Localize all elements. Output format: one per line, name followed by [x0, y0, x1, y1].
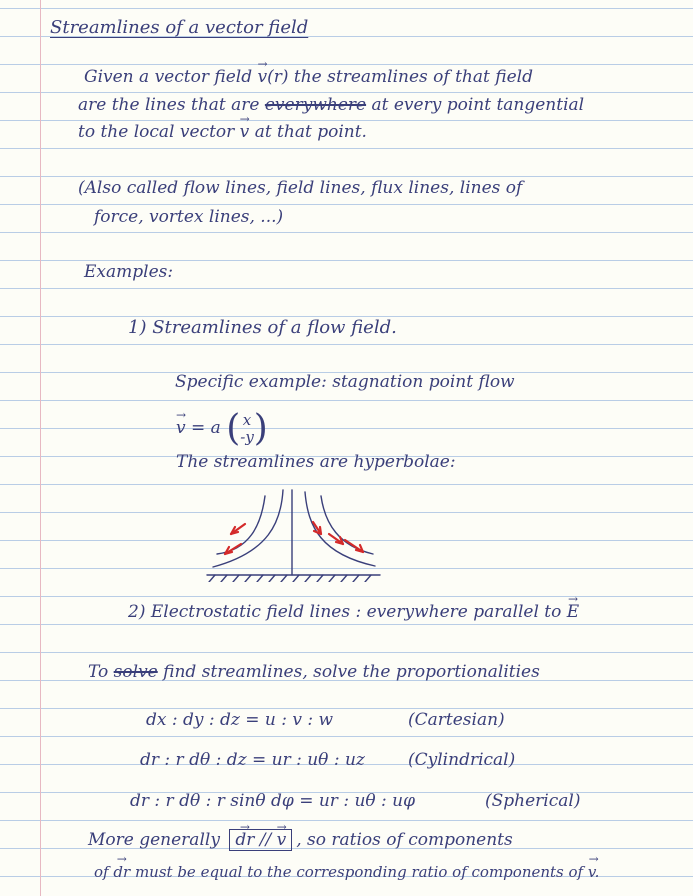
vector-v: → v: [257, 67, 267, 87]
method-line: [88, 662, 540, 682]
vector-y-component: -y: [240, 427, 254, 446]
example-1-heading: 1) Streamlines of a flow field.: [128, 317, 397, 338]
general-text: , so ratios of components: [296, 830, 513, 850]
margin-line: [40, 0, 41, 896]
vector-v: → v: [277, 830, 287, 850]
velocity-equation: [176, 408, 268, 448]
method-text: find streamlines, solve the proportionalities: [163, 662, 540, 682]
general-line-1: [88, 830, 513, 850]
label-cartesian: (Cartesian): [408, 710, 505, 730]
definition-text: at that point.: [254, 122, 367, 142]
red-arrow-icon: [231, 524, 245, 534]
red-arrow-icon: [329, 534, 343, 544]
parallel-condition-box: [229, 829, 292, 851]
definition-line-3: [78, 122, 367, 142]
left-paren: (: [226, 407, 241, 449]
definition-line-1: [84, 67, 533, 87]
hyperbolae-note: The streamlines are hyperbolae:: [176, 452, 456, 472]
equation-cylindrical: dr : r dθ : dz = ur : uθ : uz: [140, 750, 365, 770]
example-2-text: 2) Electrostatic field lines : everywhere parallel to: [128, 602, 562, 622]
wall-hatching: [209, 575, 371, 582]
vector-dr: → dr: [235, 830, 254, 850]
equation-text: = a: [185, 418, 221, 438]
label-cylindrical: (Cylindrical): [408, 750, 516, 770]
parallel-symbol: //: [254, 830, 277, 850]
general-text: must be equal to the corresponding ratio of components of: [134, 863, 584, 881]
equation-spherical: dr : r dθ : r sinθ dφ = ur : uθ : uφ: [130, 791, 416, 811]
streamline-left-inner: [213, 490, 283, 567]
equation-cartesian: dx : dy : dz = u : v : w: [146, 710, 334, 730]
example-1-specific: Specific example: stagnation point flow: [175, 372, 515, 392]
streamline-right-inner: [305, 492, 375, 566]
examples-label: Examples:: [84, 262, 174, 282]
page-title: Streamlines of a vector field: [50, 17, 309, 38]
stagnation-flow-sketch: [195, 482, 395, 582]
definition-text: Given a vector field: [84, 67, 253, 87]
definition-text: at every point tangential: [371, 95, 585, 115]
red-arrow-icon: [345, 540, 363, 552]
definition-line-2: [78, 95, 584, 115]
vector-x-component: x: [242, 410, 252, 429]
definition-text: to the local vector: [78, 122, 235, 142]
vector-v: → v: [176, 408, 186, 448]
general-line-2: [94, 862, 599, 882]
vector-E: → E: [567, 602, 579, 622]
vector-argument: (r): [267, 67, 289, 87]
struck-word: solve: [113, 662, 158, 682]
label-spherical: (Spherical): [485, 791, 581, 811]
general-text: of: [94, 863, 109, 881]
aka-line-2: force, vortex lines, ...): [94, 207, 284, 227]
column-vector: [240, 412, 254, 446]
definition-text: the streamlines of that field: [293, 67, 533, 87]
aka-line-1: (Also called flow lines, field lines, flux lines, lines of: [78, 178, 523, 198]
definition-text: are the lines that are: [78, 95, 260, 115]
example-2-heading: [128, 602, 579, 622]
general-text: More generally: [88, 830, 220, 850]
vector-dr: → dr: [113, 862, 130, 882]
right-paren: ): [253, 407, 268, 449]
struck-word: everywhere: [264, 95, 367, 115]
red-arrow-icon: [225, 544, 241, 554]
vector-v: → v.: [588, 862, 599, 882]
vector-v: → v: [240, 122, 250, 142]
method-text: To: [88, 662, 109, 682]
